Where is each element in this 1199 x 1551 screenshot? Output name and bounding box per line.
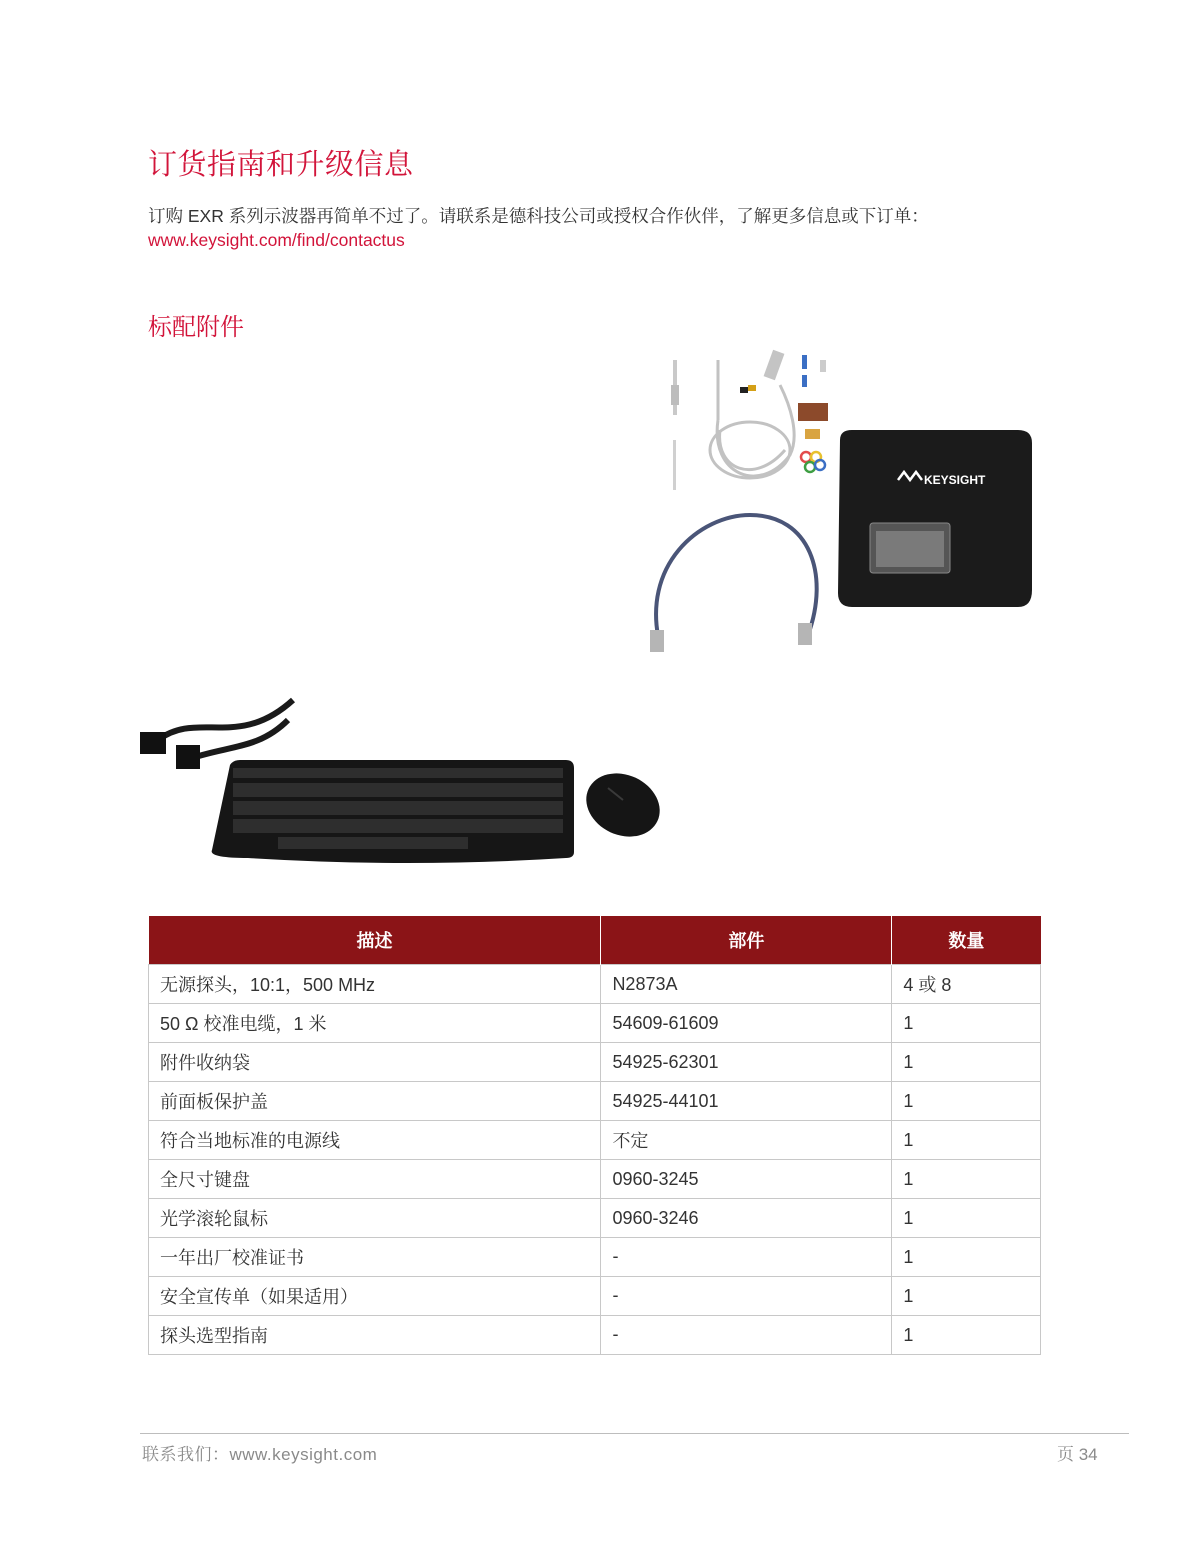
cell-description: 安全宣传单（如果适用） — [149, 1277, 601, 1316]
cell-part: 54925-44101 — [601, 1082, 892, 1121]
table-row — [149, 1082, 1041, 1121]
cell-part: 0960-3246 — [601, 1199, 892, 1238]
cell-part: - — [601, 1316, 892, 1355]
cell-part: 不定 — [601, 1121, 892, 1160]
cell-quantity: 1 — [892, 1199, 1041, 1238]
table-row — [149, 1238, 1041, 1277]
intro-text: 订购 EXR 系列示波器再简单不过了。请联系是德科技公司或授权合作伙伴，了解更多信息或下订单： — [148, 206, 929, 226]
table-row — [149, 965, 1041, 1004]
cell-quantity: 1 — [892, 1160, 1041, 1199]
accessories-table — [148, 916, 1041, 1355]
cell-part: N2873A — [601, 965, 892, 1004]
cell-quantity: 1 — [892, 1082, 1041, 1121]
probe-tips-graphic — [671, 360, 679, 490]
cell-part: - — [601, 1238, 892, 1277]
bag-brand-text: KEYSIGHT — [924, 473, 986, 487]
table-row — [149, 1121, 1041, 1160]
header-part: 部件 — [601, 916, 892, 965]
cell-part: - — [601, 1277, 892, 1316]
cell-description: 前面板保护盖 — [149, 1082, 601, 1121]
table-row — [149, 1043, 1041, 1082]
cell-quantity: 1 — [892, 1316, 1041, 1355]
calibration-cable-graphic — [656, 515, 817, 645]
table-row — [149, 1199, 1041, 1238]
cell-description: 50 Ω 校准电缆，1 米 — [149, 1004, 601, 1043]
cell-quantity: 1 — [892, 1004, 1041, 1043]
accessory-bag-graphic — [838, 430, 1032, 607]
table-header-row — [149, 916, 1041, 965]
footer-contact: 联系我们：www.keysight.com — [142, 1445, 378, 1464]
mouse-graphic — [576, 762, 670, 848]
passive-probe-graphic — [710, 360, 794, 478]
cell-description: 附件收纳袋 — [149, 1043, 601, 1082]
cell-description: 探头选型指南 — [149, 1316, 601, 1355]
cell-quantity: 1 — [892, 1121, 1041, 1160]
cell-part: 54609-61609 — [601, 1004, 892, 1043]
header-quantity: 数量 — [892, 916, 1041, 965]
header-description: 描述 — [149, 916, 601, 965]
intro-paragraph — [148, 204, 1108, 252]
keyboard-graphic — [212, 760, 574, 863]
cell-part: 0960-3245 — [601, 1160, 892, 1199]
table-row — [149, 1316, 1041, 1355]
page-number: 页 34 — [1057, 1445, 1098, 1464]
cell-description: 全尺寸键盘 — [149, 1160, 601, 1199]
cell-description: 光学滚轮鼠标 — [149, 1199, 601, 1238]
cell-quantity: 4 或 8 — [892, 965, 1041, 1004]
cell-description: 无源探头，10:1，500 MHz — [149, 965, 601, 1004]
cell-description: 符合当地标准的电源线 — [149, 1121, 601, 1160]
section-subtitle: 标配附件 — [148, 314, 244, 341]
cell-quantity: 1 — [892, 1277, 1041, 1316]
table-row — [149, 1004, 1041, 1043]
keyboard-mouse-power-cord-image — [138, 690, 678, 870]
page-title: 订货指南和升级信息 — [148, 149, 414, 181]
power-cord-graphic — [140, 700, 293, 769]
cell-part: 54925-62301 — [601, 1043, 892, 1082]
cell-quantity: 1 — [892, 1238, 1041, 1277]
footer-divider — [140, 1433, 1129, 1434]
table-row — [149, 1160, 1041, 1199]
accessories-image — [640, 345, 1040, 675]
cell-quantity: 1 — [892, 1043, 1041, 1082]
table-row — [149, 1277, 1041, 1316]
contact-link[interactable]: www.keysight.com/find/contactus — [148, 230, 405, 250]
cell-description: 一年出厂校准证书 — [149, 1238, 601, 1277]
